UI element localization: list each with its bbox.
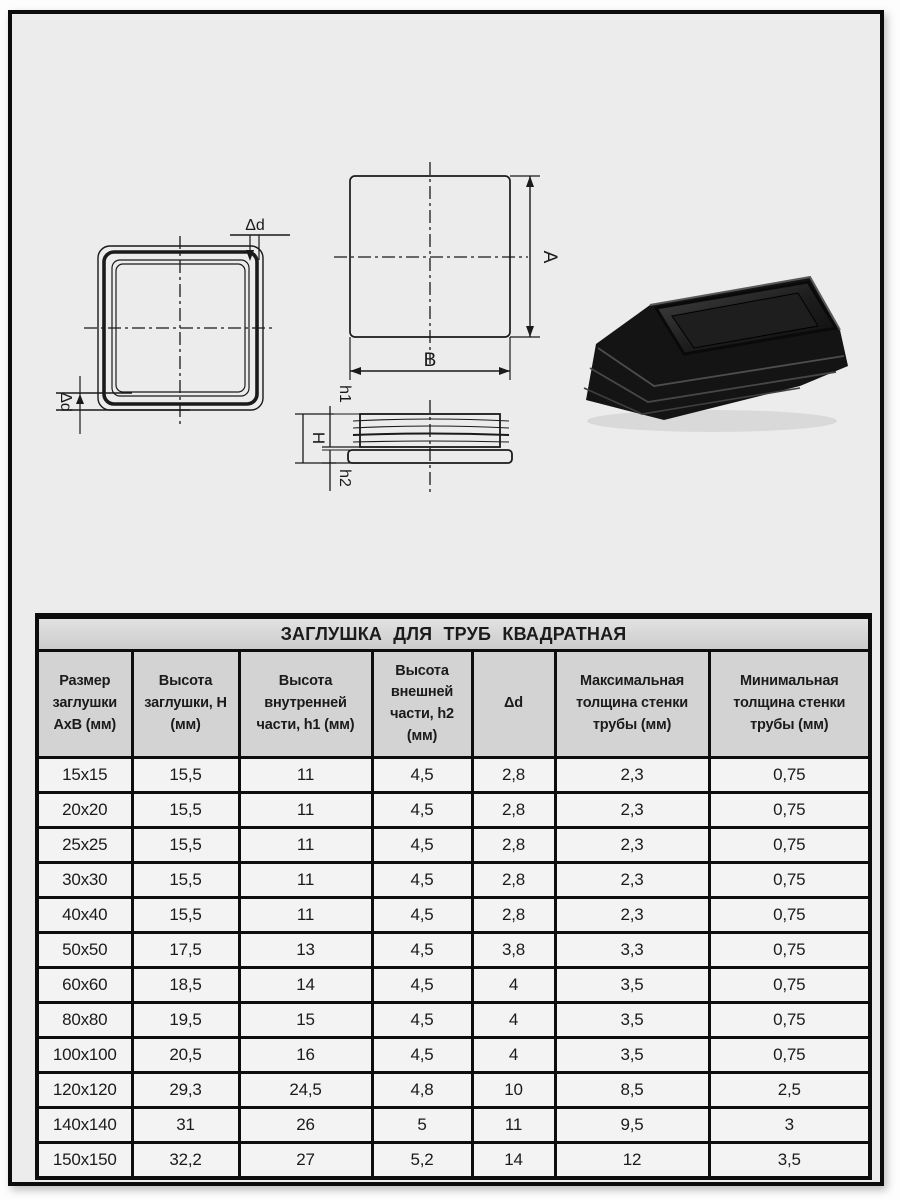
table-cell: 4: [472, 1038, 555, 1073]
table-cell: 60x60: [37, 968, 132, 1003]
table-cell: 120x120: [37, 1073, 132, 1108]
table-cell: 29,3: [132, 1073, 239, 1108]
dim-label-a: A: [539, 250, 560, 264]
table-cell: 17,5: [132, 933, 239, 968]
spec-table-body: [37, 758, 870, 1179]
table-row: [37, 793, 870, 828]
table-row: [37, 898, 870, 933]
table-cell: 50x50: [37, 933, 132, 968]
drawing-svg: [12, 14, 880, 613]
table-cell: 2,3: [555, 828, 709, 863]
table-cell: 13: [239, 933, 372, 968]
table-cell: 2,5: [709, 1073, 870, 1108]
table-cell: 4,5: [372, 1038, 472, 1073]
table-cell: 2,8: [472, 863, 555, 898]
table-cell: 20,5: [132, 1038, 239, 1073]
table-cell: 3,5: [709, 1143, 870, 1179]
table-cell: 150x150: [37, 1143, 132, 1179]
table-cell: 11: [239, 793, 372, 828]
table-cell: 15x15: [37, 758, 132, 793]
table-cell: 3: [709, 1108, 870, 1143]
side-view-drawing: [295, 400, 512, 492]
dim-label-dd-side: Δd: [57, 392, 74, 412]
dim-label-b: B: [423, 350, 437, 371]
table-cell: 0,75: [709, 1003, 870, 1038]
table-cell: 12: [555, 1143, 709, 1179]
table-cell: 15,5: [132, 828, 239, 863]
table-cell: 2,8: [472, 898, 555, 933]
table-cell: 0,75: [709, 863, 870, 898]
content-frame: [8, 10, 884, 1186]
table-cell: 4,8: [372, 1073, 472, 1108]
dim-label-h: H: [309, 431, 328, 445]
table-cell: 9,5: [555, 1108, 709, 1143]
table-cell: 2,3: [555, 758, 709, 793]
product-photo: [584, 277, 848, 432]
table-cell: 4,5: [372, 828, 472, 863]
table-cell: 80x80: [37, 1003, 132, 1038]
col-header-max-wall: Максимальная толщина стенки трубы (мм): [555, 651, 709, 758]
col-header-height-h1: Высота внутренней части, h1 (мм): [239, 651, 372, 758]
table-cell: 2,3: [555, 863, 709, 898]
table-cell: 5,2: [372, 1143, 472, 1179]
table-cell: 3,5: [555, 968, 709, 1003]
table-cell: 0,75: [709, 793, 870, 828]
table-cell: 3,3: [555, 933, 709, 968]
table-cell: 15,5: [132, 758, 239, 793]
table-cell: 2,3: [555, 793, 709, 828]
table-cell: 11: [472, 1108, 555, 1143]
table-title: ЗАГЛУШКА ДЛЯ ТРУБ КВАДРАТНАЯ: [37, 616, 870, 651]
col-header-min-wall: Минимальная толщина стенки трубы (мм): [709, 651, 870, 758]
table-cell: 3,8: [472, 933, 555, 968]
table-cell: 0,75: [709, 933, 870, 968]
table-cell: 20x20: [37, 793, 132, 828]
table-cell: 40x40: [37, 898, 132, 933]
table-cell: 25x25: [37, 828, 132, 863]
table-cell: 11: [239, 898, 372, 933]
dim-label-h1: h1: [336, 385, 353, 403]
table-cell: 4,5: [372, 863, 472, 898]
table-cell: 26: [239, 1108, 372, 1143]
table-row: [37, 828, 870, 863]
table-cell: 0,75: [709, 898, 870, 933]
table-cell: 4,5: [372, 793, 472, 828]
dim-label-h2: h2: [336, 469, 353, 487]
table-cell: 15,5: [132, 898, 239, 933]
col-header-height-h2: Высота внешней части, h2 (мм): [372, 651, 472, 758]
front-view-drawing: [334, 162, 540, 380]
table-row: [37, 863, 870, 898]
table-cell: 24,5: [239, 1073, 372, 1108]
table-cell: 2,3: [555, 898, 709, 933]
col-header-height-h: Высота заглушки, Н (мм): [132, 651, 239, 758]
table-cell: 4,5: [372, 1003, 472, 1038]
table-cell: 4,5: [372, 968, 472, 1003]
top-view-drawing: [56, 235, 290, 434]
table-cell: 18,5: [132, 968, 239, 1003]
table-cell: 11: [239, 758, 372, 793]
table-cell: 4,5: [372, 933, 472, 968]
table-cell: 0,75: [709, 758, 870, 793]
table-cell: 4,5: [372, 758, 472, 793]
table-row: [37, 1108, 870, 1143]
table-cell: 15: [239, 1003, 372, 1038]
table-cell: 32,2: [132, 1143, 239, 1179]
table-cell: 14: [239, 968, 372, 1003]
table-cell: 11: [239, 863, 372, 898]
table-row: [37, 1003, 870, 1038]
table-row: [37, 1073, 870, 1108]
table-cell: 16: [239, 1038, 372, 1073]
table-cell: 10: [472, 1073, 555, 1108]
table-cell: 19,5: [132, 1003, 239, 1038]
table-cell: 15,5: [132, 793, 239, 828]
table-row: [37, 1038, 870, 1073]
table-cell: 140x140: [37, 1108, 132, 1143]
table-row: [37, 968, 870, 1003]
table-cell: 3,5: [555, 1003, 709, 1038]
col-header-size: Размер заглушки АхВ (мм): [37, 651, 132, 758]
table-cell: 3,5: [555, 1038, 709, 1073]
table-cell: 8,5: [555, 1073, 709, 1108]
table-row: [37, 758, 870, 793]
table-cell: 31: [132, 1108, 239, 1143]
table-cell: 14: [472, 1143, 555, 1179]
table-cell: 11: [239, 828, 372, 863]
table-cell: 30x30: [37, 863, 132, 898]
table-cell: 0,75: [709, 1038, 870, 1073]
table-cell: 4: [472, 968, 555, 1003]
dim-label-dd-top: Δd: [245, 217, 265, 234]
table-row: [37, 933, 870, 968]
table-cell: 2,8: [472, 793, 555, 828]
table-cell: 4: [472, 1003, 555, 1038]
spec-table: [35, 613, 872, 1180]
technical-drawing: [12, 14, 880, 613]
table-cell: 2,8: [472, 758, 555, 793]
table-cell: 27: [239, 1143, 372, 1179]
table-cell: 100x100: [37, 1038, 132, 1073]
table-cell: 0,75: [709, 828, 870, 863]
table-cell: 0,75: [709, 968, 870, 1003]
table-cell: 15,5: [132, 863, 239, 898]
table-row: [37, 1143, 870, 1179]
table-cell: 2,8: [472, 828, 555, 863]
table-cell: 5: [372, 1108, 472, 1143]
table-cell: 4,5: [372, 898, 472, 933]
col-header-dd: Δd: [472, 651, 555, 758]
